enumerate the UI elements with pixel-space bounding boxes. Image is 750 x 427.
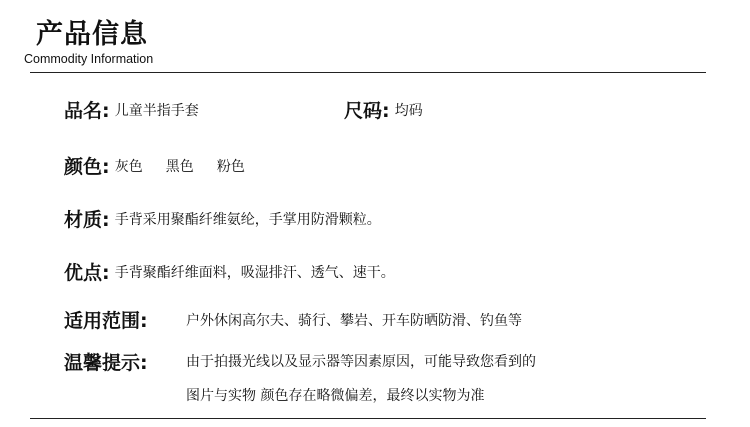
page-title: 产品信息	[36, 19, 148, 50]
color-row	[64, 152, 263, 179]
name-value: 儿童半指手套	[114, 103, 199, 119]
notice-line: 由于拍摄光线以及显示器等因素原因，可能导致您看到的	[186, 354, 536, 370]
size-value: 均码	[394, 103, 423, 119]
notice-row	[64, 348, 148, 375]
notice-label: 温馨提示:	[64, 352, 148, 374]
material-row	[64, 205, 381, 232]
bottom-divider	[30, 418, 706, 419]
material-label: 材质:	[64, 209, 110, 231]
color-label: 颜色:	[64, 156, 110, 178]
usage-label: 适用范围:	[64, 310, 148, 332]
size-row	[344, 96, 423, 123]
name-label: 品名:	[64, 100, 110, 122]
material-value: 手背采用聚酯纤维氨纶，手掌用防滑颗粒。	[114, 212, 381, 228]
size-label: 尺码:	[344, 100, 390, 122]
usage-value: 户外休闲高尔夫、骑行、攀岩、开车防晒防滑、钓鱼等	[186, 313, 522, 329]
page-subtitle: Commodity Information	[24, 52, 154, 66]
advantage-label: 优点:	[64, 262, 110, 284]
name-row	[64, 96, 199, 123]
top-divider	[30, 72, 706, 73]
advantage-row	[64, 258, 395, 285]
notice-line: 图片与实物 颜色存在略微偏差，最终以实物为准	[186, 388, 485, 404]
color-option-pink: 粉色	[216, 159, 245, 175]
color-option-gray: 灰色	[114, 159, 143, 175]
color-option-black: 黑色	[165, 159, 194, 175]
usage-row	[64, 306, 148, 333]
advantage-value: 手背聚酯纤维面料，吸湿排汗、透气、速干。	[114, 265, 395, 281]
